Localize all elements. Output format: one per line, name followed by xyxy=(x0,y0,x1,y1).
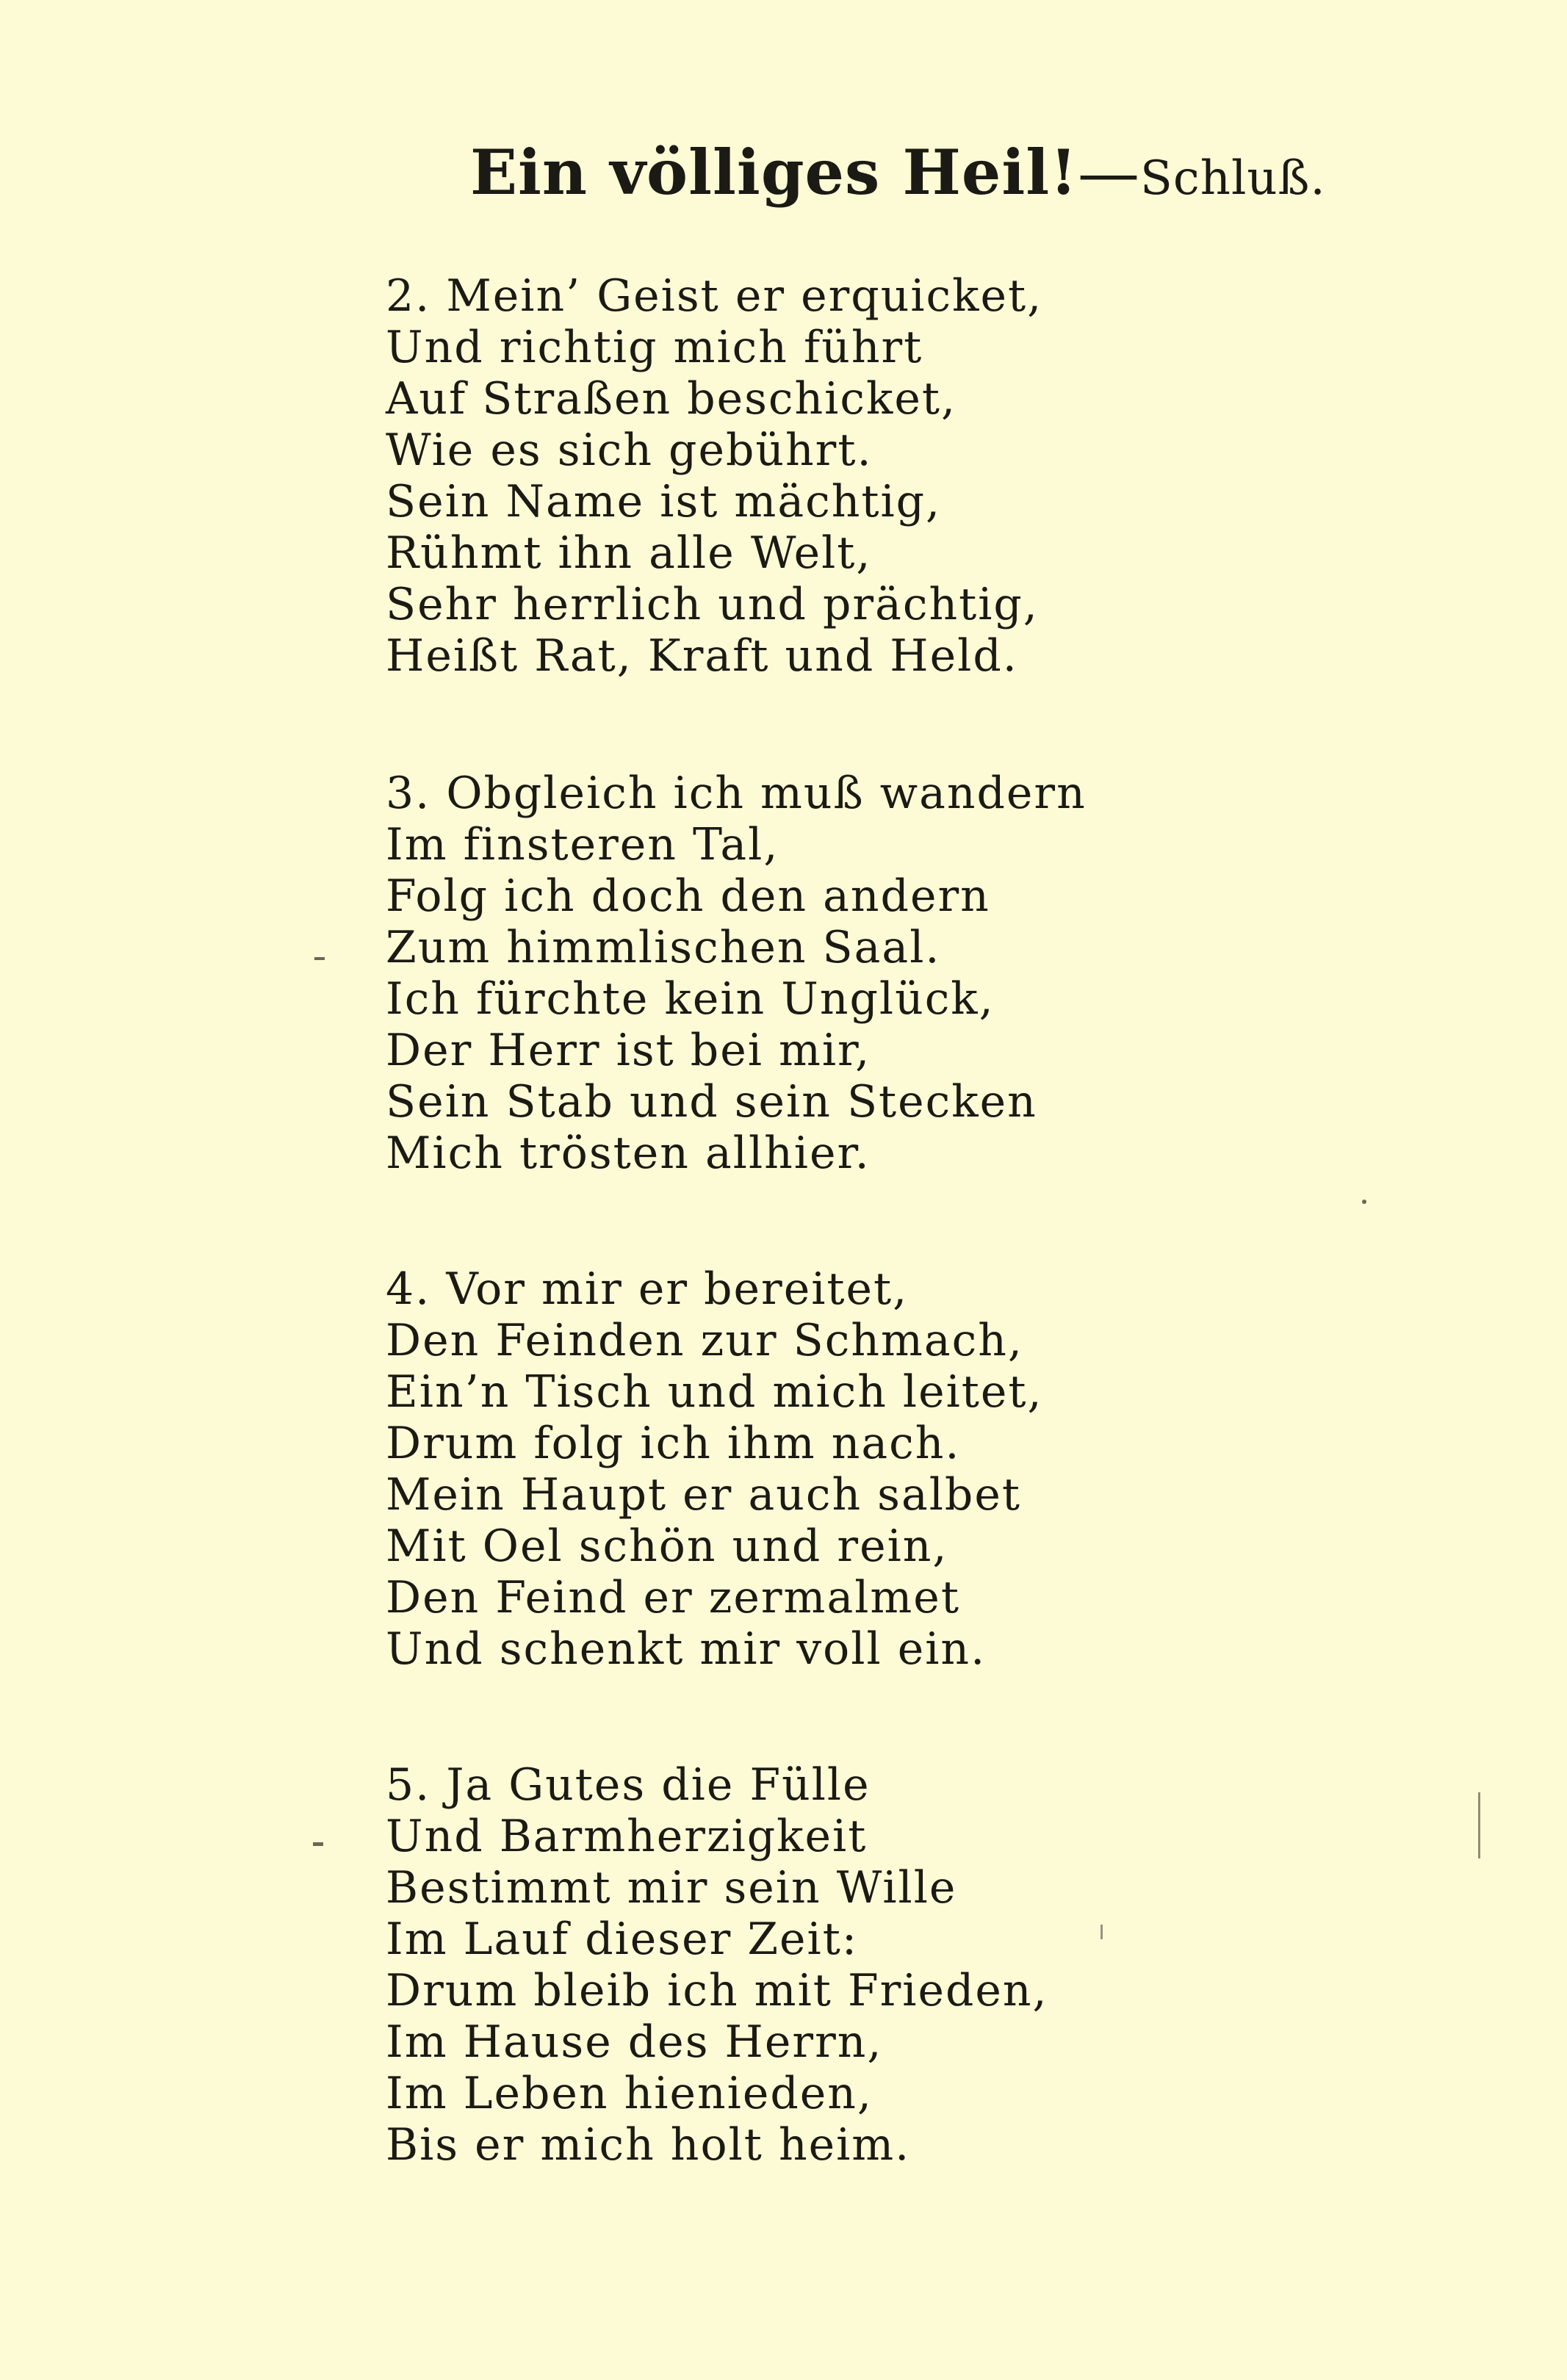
verse-line: Mich trösten allhier. xyxy=(386,1128,871,1179)
verse-line: Den Feinden zur Schmach, xyxy=(386,1315,1023,1366)
page-title xyxy=(470,132,1326,219)
verse-line: Und schenkt mir voll ein. xyxy=(386,1623,987,1675)
title-sub: Schluß. xyxy=(1140,151,1326,206)
verse-line: Drum bleib ich mit Frieden, xyxy=(386,1965,1048,2016)
verse-line: Wie es sich gebührt. xyxy=(386,425,873,476)
verse-line: Den Feind er zermalmet xyxy=(386,1572,960,1623)
verse-line: Im finsteren Tal, xyxy=(386,819,779,870)
title-dash: — xyxy=(1078,137,1141,209)
verse-line: Im Hause des Herrn, xyxy=(386,2016,883,2068)
verse-line: Und Barmherzigkeit xyxy=(386,1811,868,1862)
stanza-2 xyxy=(386,270,1451,682)
verse-line: Ich fürchte kein Unglück, xyxy=(386,973,995,1025)
title-main: Ein völliges Heil! xyxy=(470,136,1078,209)
verse-line: Mit Oel schön und rein, xyxy=(386,1521,948,1572)
verse-line: 4. Vor mir er bereitet, xyxy=(386,1263,909,1315)
speck-mark xyxy=(1100,1925,1103,1939)
verse-line: Auf Straßen beschicket, xyxy=(386,373,957,425)
stanza-4 xyxy=(386,1263,1451,1675)
verse-line: Rühmt ihn alle Welt, xyxy=(386,527,872,579)
verse-line: Drum folg ich ihm nach. xyxy=(386,1418,961,1469)
verse-line: Im Leben hienieden, xyxy=(386,2068,873,2119)
verse-line: Der Herr ist bei mir, xyxy=(386,1025,871,1076)
margin-mark xyxy=(314,957,325,960)
margin-mark xyxy=(313,1842,323,1846)
stanza-5 xyxy=(386,1759,1451,2171)
verse-line: Bestimmt mir sein Wille xyxy=(386,1862,957,1914)
verse-line: Mein Haupt er auch salbet xyxy=(386,1469,1021,1521)
verse-line: Im Lauf dieser Zeit: xyxy=(386,1914,859,1965)
verse-line: 5. Ja Gutes die Fülle xyxy=(386,1759,871,1811)
speck-mark xyxy=(1362,1200,1366,1204)
verse-line: 2. Mein’ Geist er erquicket, xyxy=(386,270,1043,322)
verse-line: Sein Stab und sein Stecken xyxy=(386,1076,1037,1128)
verse-line: 3. Obgleich ich muß wandern xyxy=(386,768,1087,819)
verse-line: Sein Name ist mächtig, xyxy=(386,476,942,527)
verse-line: Zum himmlischen Saal. xyxy=(386,922,941,973)
verse-line: Sehr herrlich und prächtig, xyxy=(386,579,1039,630)
verse-line: Folg ich doch den andern xyxy=(386,870,990,922)
verse-line: Bis er mich holt heim. xyxy=(386,2119,911,2171)
verse-line: Ein’n Tisch und mich leitet, xyxy=(386,1366,1043,1418)
stanza-3 xyxy=(386,768,1451,1179)
scan-artifact-mark xyxy=(1478,1792,1480,1858)
verse-line: Und richtig mich führt xyxy=(386,322,923,373)
verse-line: Heißt Rat, Kraft und Held. xyxy=(386,630,1018,682)
